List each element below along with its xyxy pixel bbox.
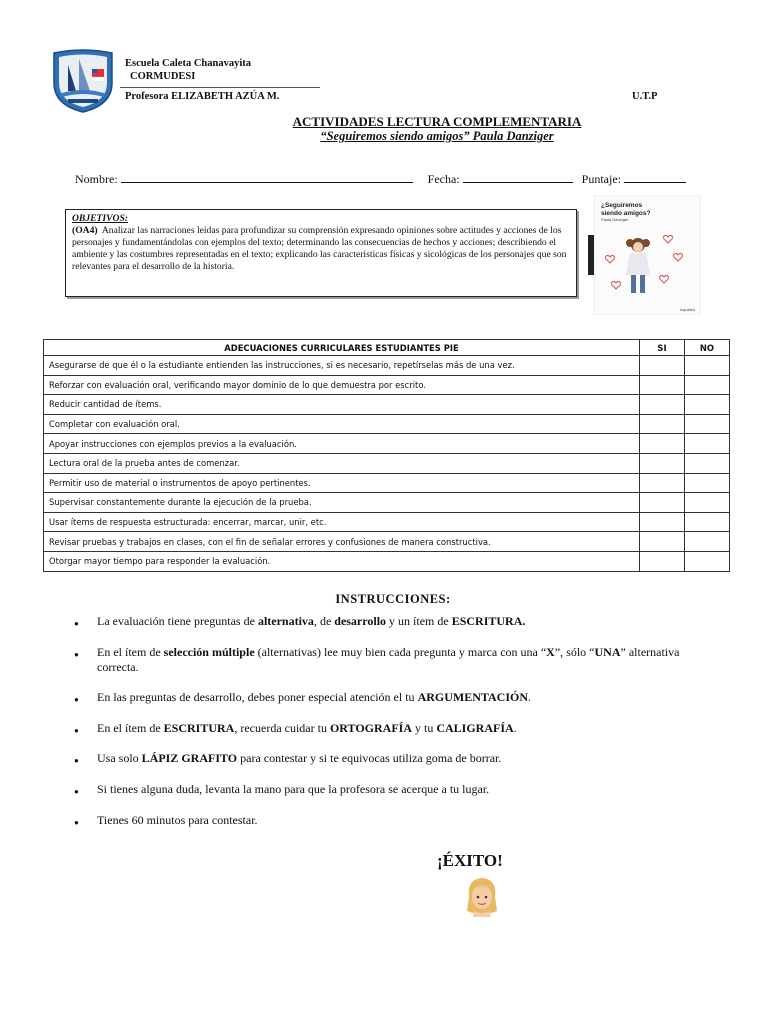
adaptation-text: Asegurarse de que él o la estudiante entienden las instrucciones, si es necesario, repetírselas más de una vez.	[44, 356, 640, 376]
no-checkbox-cell[interactable]	[685, 512, 730, 532]
bullet-icon: ●	[74, 695, 79, 705]
table-row	[44, 414, 730, 434]
book-cover-publisher: loqueleo	[680, 307, 696, 312]
instruction-text: En el ítem de	[97, 720, 164, 735]
si-checkbox-cell[interactable]	[640, 551, 685, 571]
col-no: NO	[685, 340, 730, 356]
teacher-name: Profesora ELIZABETH AZÚA M.	[125, 91, 280, 102]
bullet-icon: ●	[74, 817, 79, 827]
si-checkbox-cell[interactable]	[640, 434, 685, 454]
school-logo	[50, 47, 116, 113]
si-checkbox-cell[interactable]	[640, 532, 685, 552]
adaptation-text: Lectura oral de la prueba antes de comenzar.	[44, 453, 640, 473]
si-checkbox-cell[interactable]	[640, 453, 685, 473]
book-cover-title-2: siendo amigos?	[601, 210, 651, 217]
adaptation-text: Reforzar con evaluación oral, verificando mayor dominio de lo que demuestra por escrito.	[44, 375, 640, 395]
table-row	[44, 375, 730, 395]
nombre-label: Nombre:	[75, 172, 118, 186]
si-checkbox-cell[interactable]	[640, 395, 685, 415]
bullet-icon: ●	[74, 725, 79, 735]
instruction-item	[72, 813, 692, 828]
table-row	[44, 493, 730, 513]
utp-label: U.T.P	[632, 91, 658, 102]
book-cover-image	[588, 195, 706, 315]
table-row	[44, 453, 730, 473]
instruction-text: ORTOGRAFÍA	[329, 720, 412, 735]
objectives-box	[65, 209, 577, 297]
instruction-text: y un ítem de	[386, 614, 452, 628]
instruction-text: , recuerda cuidar tu	[234, 720, 330, 735]
instructions-list	[72, 614, 692, 843]
adaptation-text: Permitir uso de material o instrumentos de apoyo pertinentes.	[44, 473, 640, 493]
instruction-text: ” alternativa correcta.	[97, 644, 680, 674]
adaptation-text: Apoyar instrucciones con ejemplos previos a la evaluación.	[44, 434, 640, 454]
bullet-icon: ●	[74, 619, 79, 628]
fecha-field[interactable]	[463, 171, 573, 183]
instruction-item	[72, 690, 692, 705]
objectives-heading: OBJETIVOS:	[72, 213, 128, 224]
instructions-title: INSTRUCCIONES:	[335, 592, 451, 606]
book-cover-title: ¿Seguiremos	[601, 202, 643, 209]
fecha-label: Fecha:	[427, 172, 460, 186]
bullet-icon: ●	[74, 649, 79, 659]
adaptation-text: Revisar pruebas y trabajos en clases, con el fin de señalar errores y confusiones de manera constructiva.	[44, 532, 640, 552]
instruction-text: (alternativas) lee muy bien cada pregunta y marca con una “	[254, 644, 547, 659]
school-line1: Escuela Caleta Chanavayita	[125, 58, 251, 69]
instruction-text: ”, sólo “	[554, 644, 595, 659]
table-row	[44, 532, 730, 552]
instruction-text: CALIGRAFÍA	[436, 720, 514, 735]
adaptation-text: Supervisar constantemente durante la ejecución de la prueba.	[44, 493, 640, 513]
avatar-icon	[461, 875, 503, 917]
instruction-text: ESCRITURA.	[451, 614, 526, 628]
table-row	[44, 434, 730, 454]
no-checkbox-cell[interactable]	[685, 453, 730, 473]
table-row	[44, 551, 730, 571]
bullet-icon: ●	[74, 786, 79, 796]
school-line2: CORMUDESI	[130, 71, 196, 82]
nombre-field[interactable]	[121, 171, 413, 183]
instruction-item	[72, 645, 692, 675]
instruction-text: X	[546, 644, 555, 659]
si-checkbox-cell[interactable]	[640, 493, 685, 513]
instruction-text: , de	[313, 614, 335, 628]
si-checkbox-cell[interactable]	[640, 473, 685, 493]
school-name	[125, 57, 251, 83]
instruction-item	[72, 721, 692, 736]
si-checkbox-cell[interactable]	[640, 414, 685, 434]
instruction-item	[72, 782, 692, 797]
adaptation-text: Completar con evaluación oral.	[44, 414, 640, 434]
si-checkbox-cell[interactable]	[640, 356, 685, 376]
page-title: ACTIVIDADES LECTURA COMPLEMENTARIA	[292, 114, 582, 129]
instruction-text: .	[513, 720, 517, 735]
book-cover-author: Paula Danziger	[601, 217, 629, 222]
no-checkbox-cell[interactable]	[685, 551, 730, 571]
instruction-text: LÁPIZ GRAFITO	[141, 751, 238, 766]
instruction-text: .	[528, 690, 532, 705]
instruction-text: desarrollo	[334, 614, 387, 628]
adaptations-table	[43, 339, 730, 572]
instruction-text: para contestar y si te equivocas utiliza goma de borrar.	[237, 751, 502, 766]
instruction-text: ESCRITURA	[163, 720, 235, 735]
table-row	[44, 512, 730, 532]
instruction-text: Si tienes alguna duda, levanta la mano para que la profesora se acerque a tu lugar.	[97, 781, 490, 796]
adaptation-text: Usar ítems de respuesta estructurada: encerrar, marcar, unir, etc.	[44, 512, 640, 532]
no-checkbox-cell[interactable]	[685, 473, 730, 493]
instruction-text: UNA	[594, 644, 621, 659]
adaptation-text: Reducir cantidad de ítems.	[44, 395, 640, 415]
no-checkbox-cell[interactable]	[685, 395, 730, 415]
instruction-text: En el ítem de	[97, 644, 164, 659]
objectives-text	[72, 225, 570, 273]
table-row	[44, 356, 730, 376]
student-fields	[75, 171, 686, 187]
no-checkbox-cell[interactable]	[685, 375, 730, 395]
instruction-text: Tienes 60 minutos para contestar.	[97, 812, 258, 827]
si-checkbox-cell[interactable]	[640, 375, 685, 395]
objective-body: Analizar las narraciones leídas para profundizar su comprensión expresando opiniones sobre actitudes y acciones de los personajes y fundamentándolas con ejemplos del texto; determinando las consecuencias de hechos y acciones; describiendo el ambiente y las costumbres representadas en el texto; explicando las características físicas y sicológicas de los personajes que son relevantes para el desarrollo de la historia.	[72, 225, 567, 272]
no-checkbox-cell[interactable]	[685, 356, 730, 376]
instruction-text: y tu	[412, 720, 437, 735]
no-checkbox-cell[interactable]	[685, 532, 730, 552]
objective-code: (OA4)	[72, 225, 98, 236]
closing-message: ¡ÉXITO!	[437, 851, 503, 870]
puntaje-label: Puntaje:	[581, 172, 621, 186]
no-checkbox-cell[interactable]	[685, 434, 730, 454]
instruction-item	[72, 614, 692, 629]
header-rule	[120, 87, 320, 88]
no-checkbox-cell[interactable]	[685, 493, 730, 513]
instruction-text: alternativa	[257, 614, 314, 628]
instruction-item	[72, 751, 692, 766]
instruction-text: ARGUMENTACIÓN	[417, 690, 529, 705]
instruction-text: selección múltiple	[163, 644, 255, 659]
adaptation-text: Otorgar mayor tiempo para responder la evaluación.	[44, 551, 640, 571]
puntaje-field[interactable]	[624, 171, 686, 183]
instruction-text: Usa solo	[97, 751, 142, 766]
col-si: SI	[640, 340, 685, 356]
table-row	[44, 395, 730, 415]
instruction-text: En las preguntas de desarrollo, debes poner especial atención el tu	[97, 690, 418, 705]
no-checkbox-cell[interactable]	[685, 414, 730, 434]
table-header: ADECUACIONES CURRICULARES ESTUDIANTES PIE	[44, 340, 640, 356]
bullet-icon: ●	[74, 756, 79, 766]
instruction-text: La evaluación tiene preguntas de	[97, 614, 258, 628]
table-row	[44, 473, 730, 493]
si-checkbox-cell[interactable]	[640, 512, 685, 532]
page-subtitle: “Seguiremos siendo amigos” Paula Danziger	[320, 129, 554, 143]
